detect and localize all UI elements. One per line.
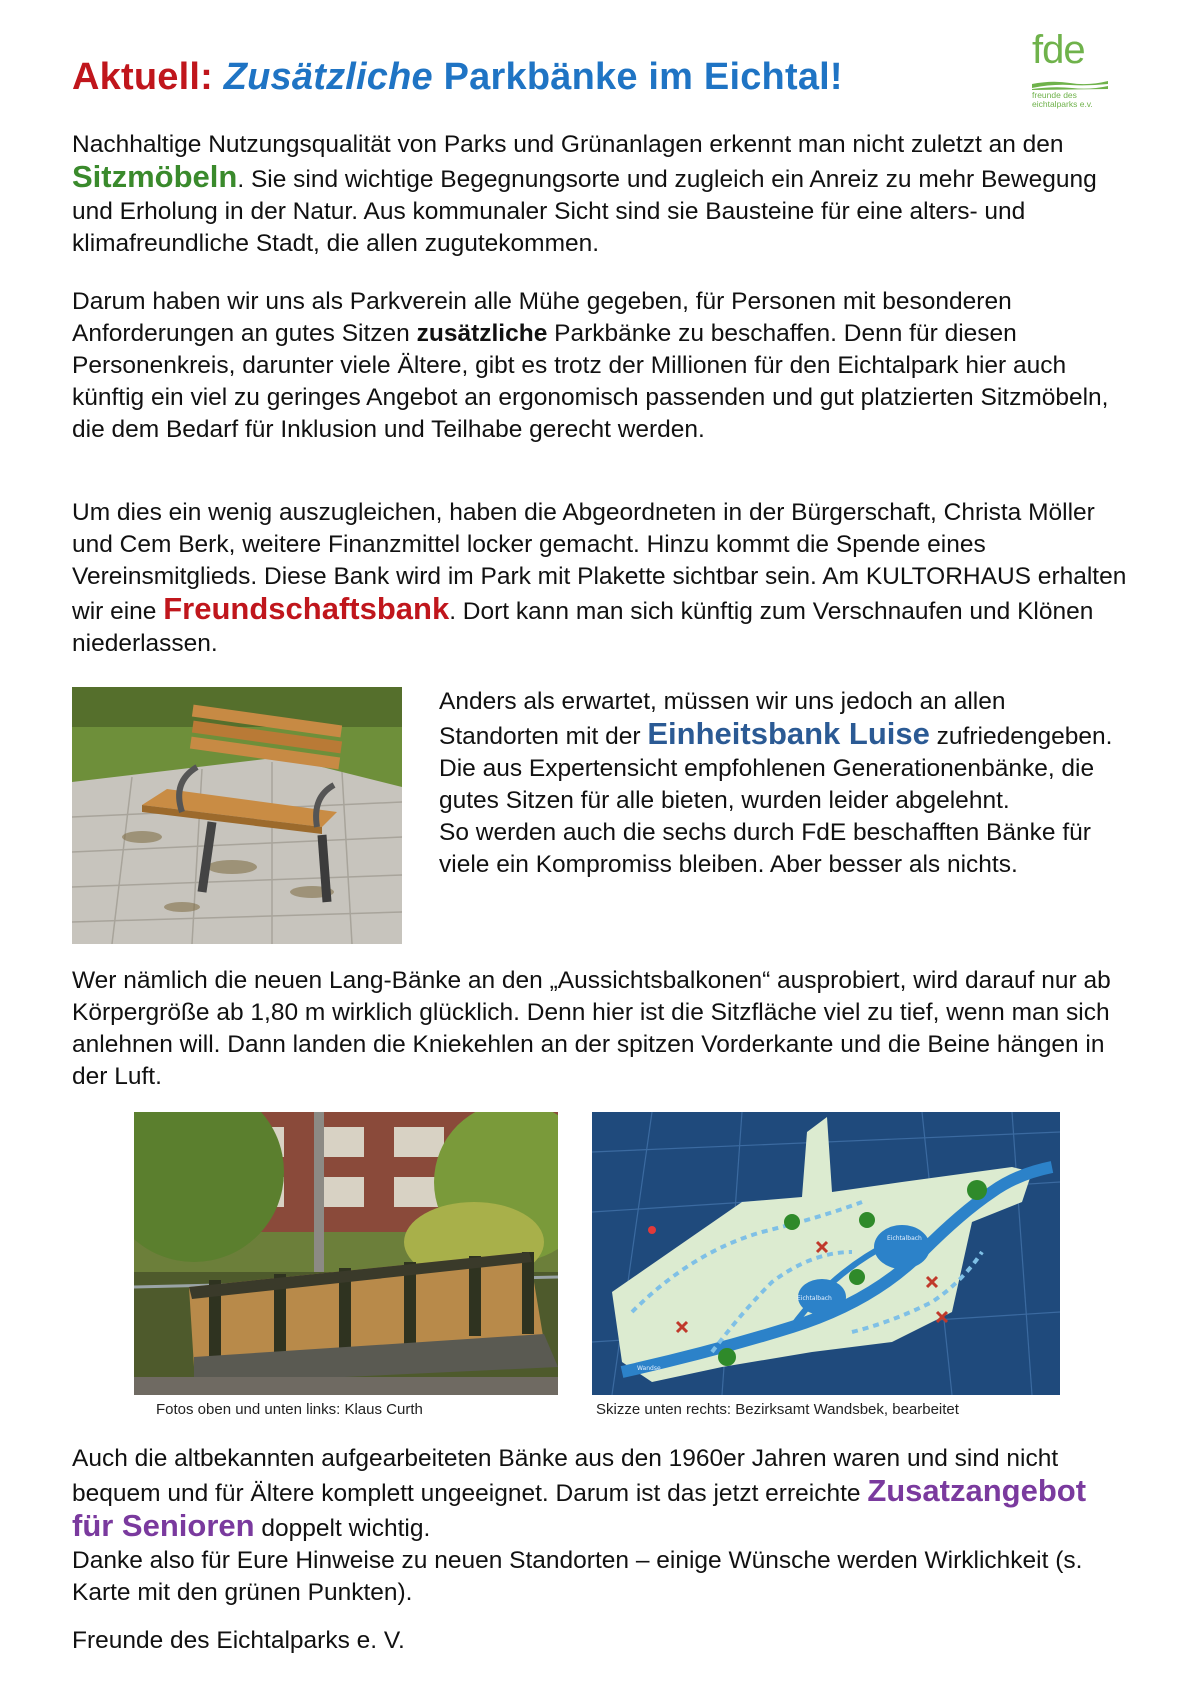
paragraph-senioren (72, 1443, 1122, 1609)
logo-subtitle: freunde des eichtalparks e.v. (1032, 90, 1093, 109)
paragraph-lang-baenke: Wer nämlich die neuen Lang-Bänke an den „Aussichtsbalkonen“ ausprobiert, wird darauf nur ab Körpergröße ab 1,80 m wirklich glücklich. Denn hier ist die Sitzfläche viel zu tief, wenn man sich anlehnen will. Dann landen die Kniekehlen an der spitzen Vorderkante und die Beine hängen in der Luft. (72, 967, 1111, 1090)
p3-text-b: . Dort kann man sich künftig zum Verschnaufen und Klönen niederlassen. (72, 598, 1094, 657)
map-sketch (592, 1112, 1060, 1395)
p1-text-b: . Sie sind wichtige Begegnungsorte und zugleich ein Anreiz zu mehr Bewegung und Erholung in der Natur. Aus kommunaler Sicht sind sie Bausteine für eine alters- und klimafreundliche Stadt, die allen zugutekommen. (72, 166, 1097, 257)
paragraph-parkverein (72, 286, 1132, 446)
p2-text-a: Darum haben wir uns als Parkverein alle Mühe gegeben, für Personen mit besonderen Anforderungen an gutes Sitzen (72, 288, 1012, 347)
bold-zusaetzliche: zusätzliche (416, 320, 548, 347)
caption-map: Skizze unten rechts: Bezirksamt Wandsbek, bearbeitet (596, 1401, 959, 1418)
page-title (72, 56, 843, 99)
p6-text-c: Danke also für Eure Hinweise zu neuen Standorten – einige Wünsche werden Wirklichkeit (s. Karte mit den grünen Punkten). (72, 1547, 1083, 1606)
p4-text-a: Anders als erwartet, müssen wir uns jedoch an allen Standorten mit der (439, 688, 1006, 750)
highlight-zusatzangebot: Zusatzangebot für Senioren (72, 1473, 1087, 1543)
map-label-eichtalbach-2: Eichtalbach (797, 1295, 832, 1302)
paragraph-einheitsbank (439, 686, 1119, 881)
highlight-freundschaftsbank: Freundschaftsbank (163, 591, 450, 626)
p1-text-a: Nachhaltige Nutzungsqualität von Parks und Grünanlagen erkennt man nicht zuletzt an den (72, 131, 1064, 158)
paragraph-intro (72, 129, 1122, 260)
p3-text-a: Um dies ein wenig auszugleichen, haben die Abgeordneten in der Bürgerschaft, Christa Möller und Cem Berk, weitere Finanzmittel locker gemacht. Hinzu kommt die Spende eines Vereinsmitglieds. Diese Bank wird im Park mit Plakette sichtbar sein. Am KULTORHAUS erhalten wir eine (72, 499, 1127, 625)
map-label-wandse: Wandse (637, 1365, 661, 1372)
signature: Freunde des Eichtalparks e. V. (72, 1627, 405, 1654)
highlight-sitzmoebeln: Sitzmöbeln (72, 159, 238, 194)
map-label-eichtalbach-1: Eichtalbach (887, 1235, 922, 1242)
caption-photos: Fotos oben und unten links: Klaus Curth (156, 1401, 423, 1418)
highlight-einheitsbank-luise: Einheitsbank Luise (647, 716, 930, 751)
p4-text-c: So werden auch die sechs durch FdE beschafften Bänke für viele ein Kompromiss bleiben. Aber besser als nichts. (439, 819, 1091, 878)
fde-logo-stripes-icon (1032, 80, 1108, 90)
title-prefix: Aktuell: (72, 56, 213, 98)
paragraph-finanzmittel (72, 497, 1132, 660)
photo-long-bench (134, 1112, 558, 1395)
p4-text-b: zufriedengeben. Die aus Expertensicht empfohlenen Generationenbänke, die gutes Sitzen für alle bieten, wurden leider abgelehnt. (439, 723, 1113, 814)
logo-text: fde (1032, 28, 1085, 72)
title-rest: Parkbänke im Eichtal! (443, 56, 843, 98)
photo-bench-luise (72, 687, 402, 944)
p6-text-b: doppelt wichtig. (254, 1515, 431, 1542)
p6-text-a: Auch die altbekannten aufgearbeiteten Bänke aus den 1960er Jahren waren und sind nicht bequem und für Ältere komplett ungeeignet. Darum ist das jetzt erreichte (72, 1445, 1059, 1507)
title-emphasis: Zusätzliche (223, 56, 433, 98)
fde-logo (1030, 28, 1110, 120)
p2-text-b: Parkbänke zu beschaffen. Denn für diesen Personenkreis, darunter viele Ältere, gibt es trotz der Millionen für den Eichtalpark hier auch künftig ein viel zu geringes Angebot an ergonomisch passenden und gut platzierten Sitzmöbeln, die dem Bedarf für Inklusion und Teilhabe gerecht werden. (72, 320, 1109, 443)
